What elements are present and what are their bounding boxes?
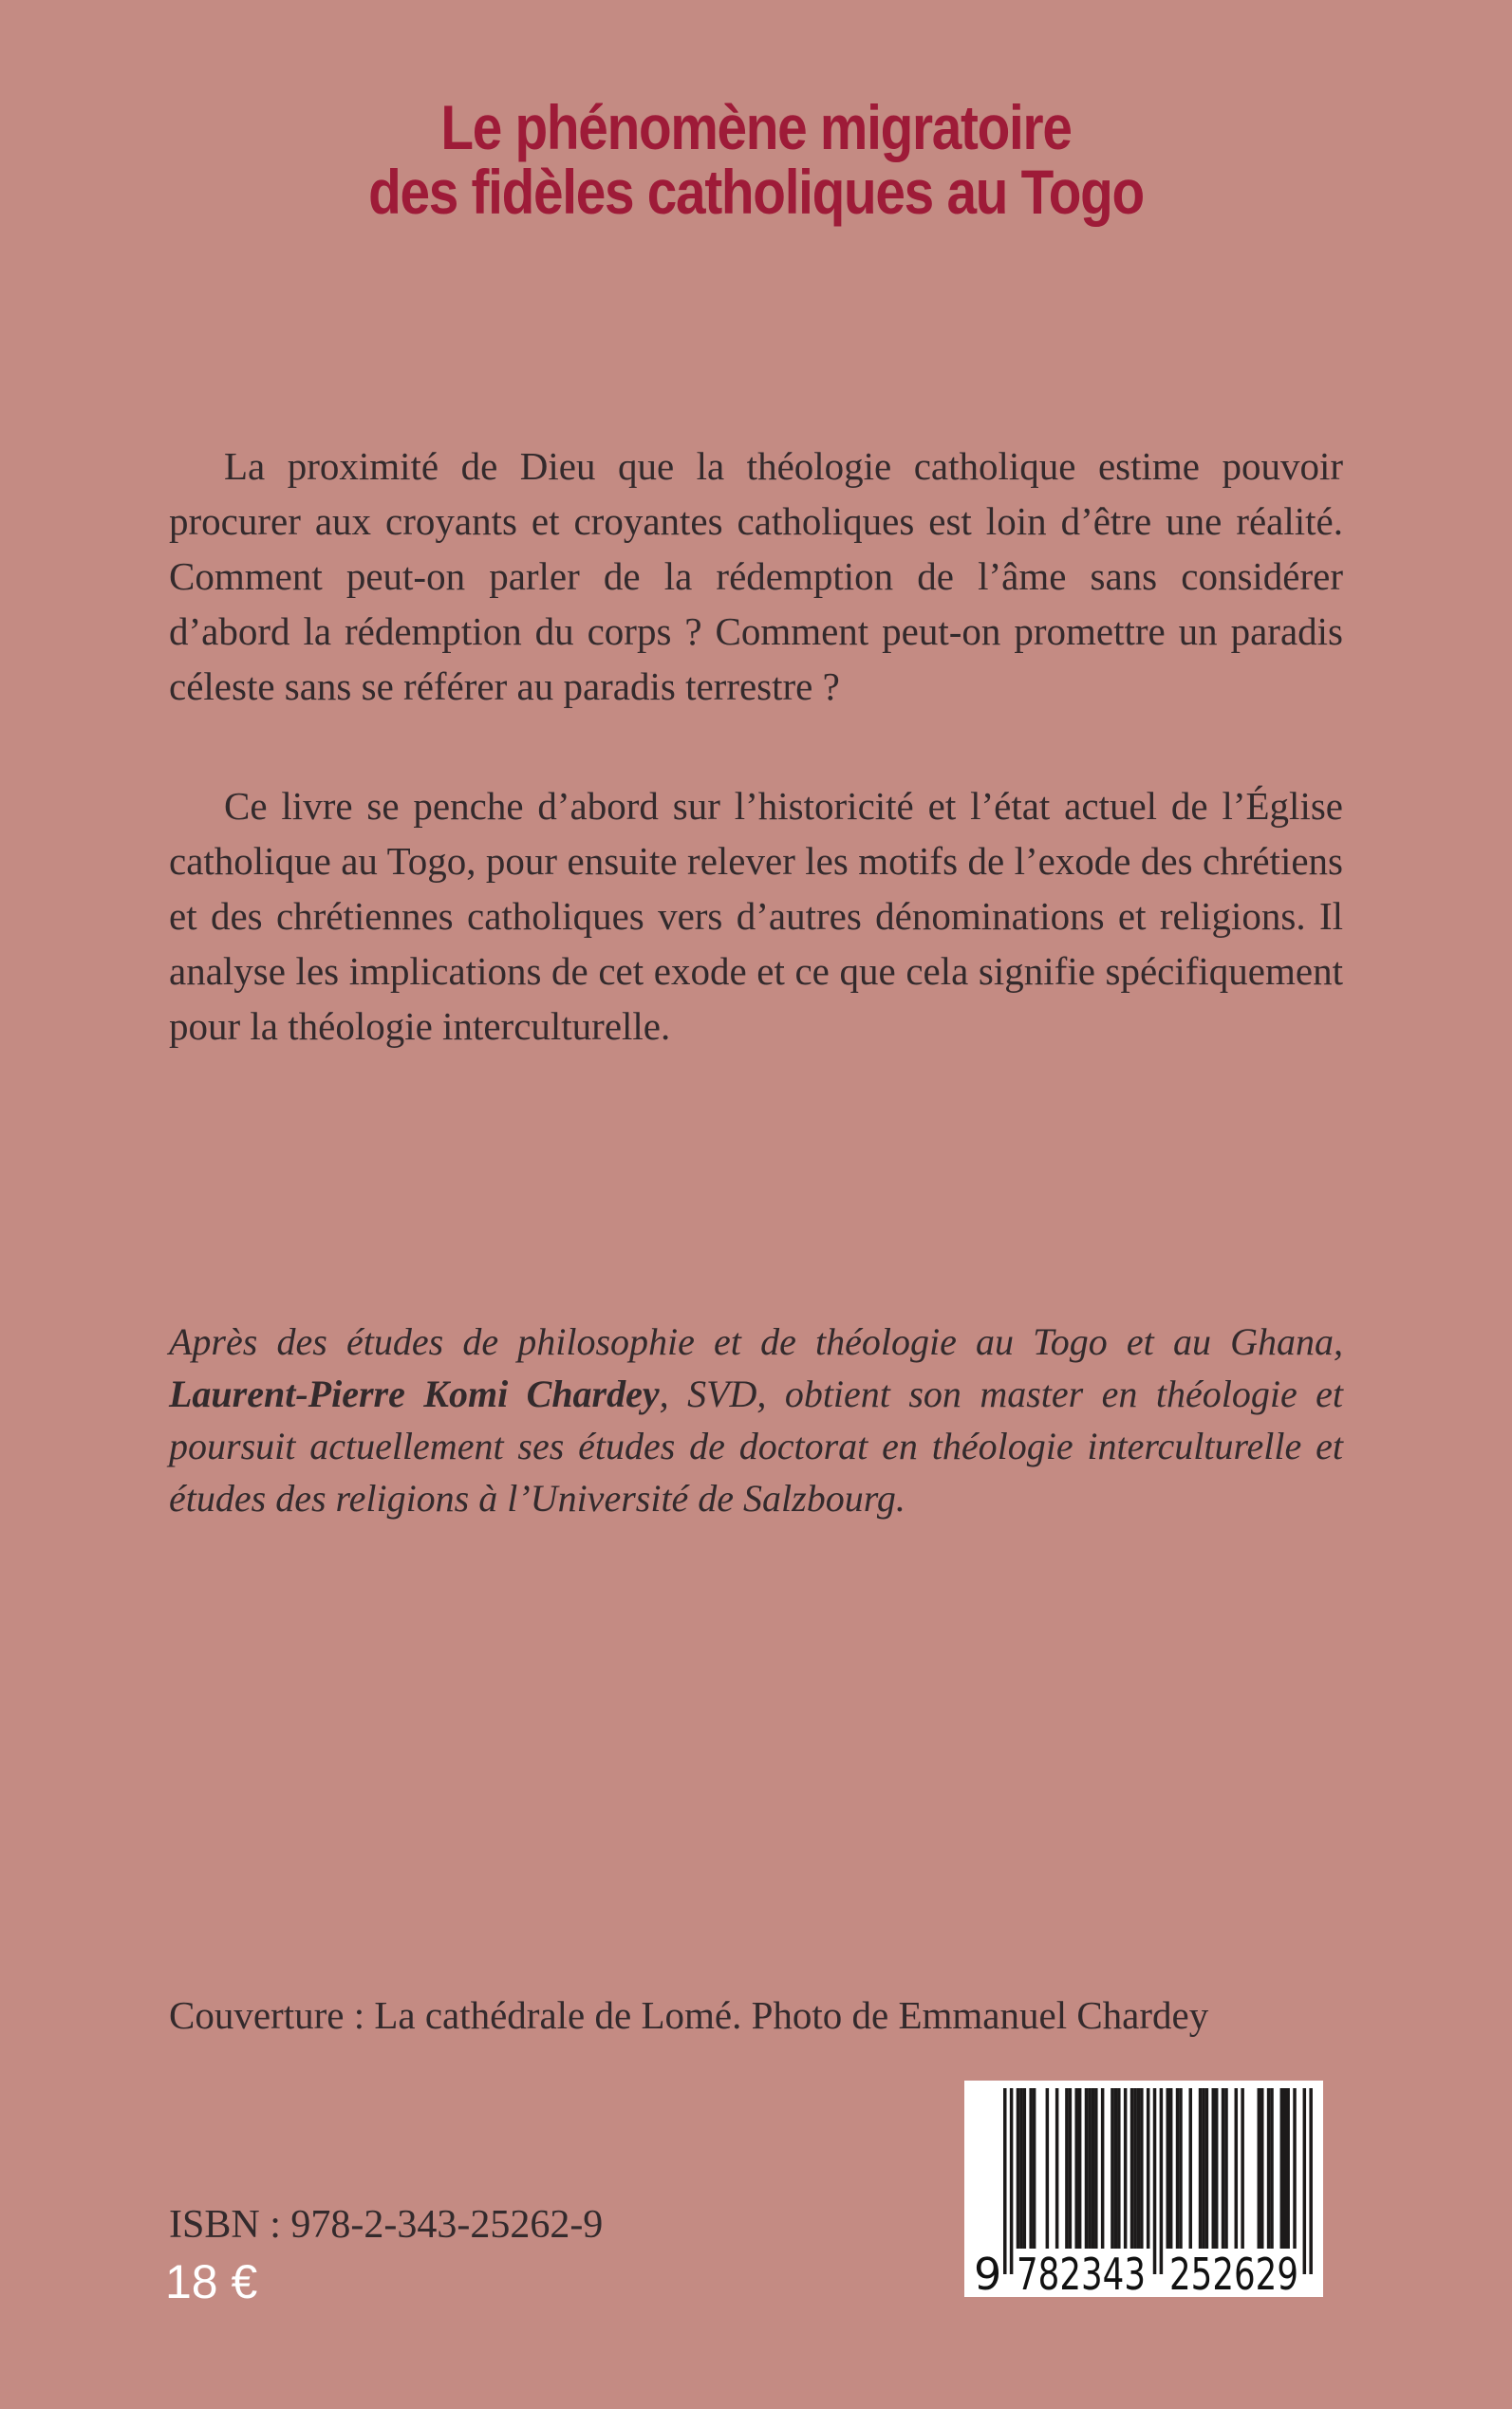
svg-text:252629: 252629	[1169, 2249, 1298, 2297]
book-title-line1: Le phénomène migratoire	[440, 92, 1072, 162]
barcode-digits	[974, 2249, 1298, 2297]
synopsis-paragraph-1: La proximité de Dieu que la théologie catholique estime pouvoir procurer aux croyants et croyantes catholiques est loin d’être une réalité. Comment peut-on parler de la rédemption de l’âme sans considérer d’abord la rédemption du corps ? Comment peut-on promettre un paradis céleste sans se référer au paradis terrestre ?	[169, 444, 1343, 708]
barcode-graphic	[964, 2081, 1323, 2297]
book-title-line2: des fidèles catholiques au Togo	[368, 157, 1144, 227]
book-title	[106, 92, 1407, 227]
ean13-barcode	[964, 2081, 1323, 2297]
isbn-text: ISBN : 978-2-343-25262-9	[169, 2203, 604, 2247]
barcode-bars	[1003, 2088, 1313, 2274]
svg-text:782343: 782343	[1017, 2249, 1146, 2297]
author-name: Laurent-Pierre Komi Chardey	[169, 1373, 660, 1415]
cover-photo-credit: Couverture : La cathédrale de Lomé. Photo de Emmanuel Chardey	[169, 1993, 1209, 2037]
price-text: 18 €	[165, 2255, 258, 2308]
author-bio-intro: Après des études de philosophie et de théologie au Togo et au Ghana,	[169, 1320, 1343, 1363]
synopsis-paragraph-2: Ce livre se penche d’abord sur l’historicité et l’état actuel de l’Église catholique au Togo, pour ensuite relever les motifs de l’exode des chrétiens et des chrétiennes catholiques vers d’autres dénominations et religions. Il analyse les implications de cet exode et ce que cela signifie spécifiquement pour la théologie interculturelle.	[169, 784, 1343, 1048]
svg-text:9: 9	[974, 2249, 1002, 2297]
author-bio	[169, 1316, 1343, 1524]
author-bio-rest: , SVD, obtient son master en théologie et poursuit actuellement ses études de doctorat en théologie interculturelle et études des religions à l’Université de Salzbourg.	[169, 1373, 1343, 1520]
